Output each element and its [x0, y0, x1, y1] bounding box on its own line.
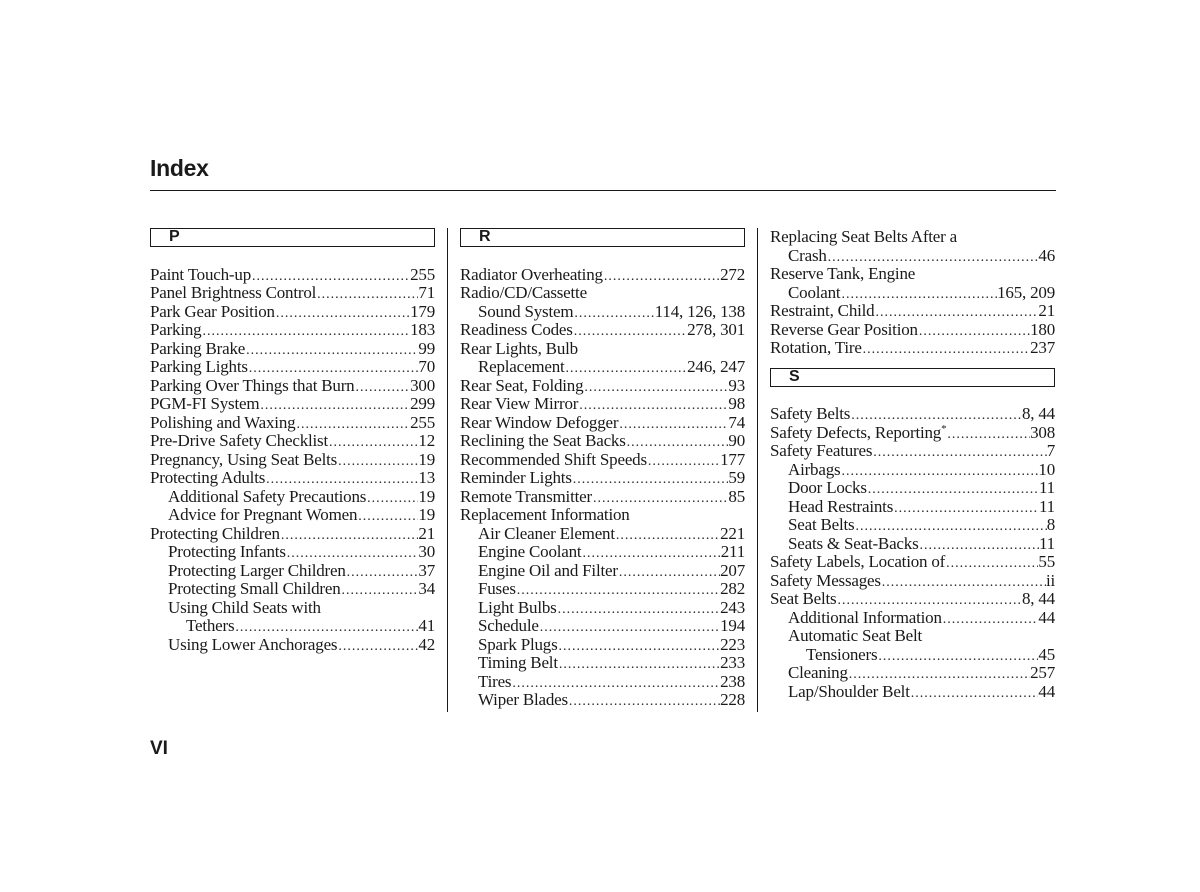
index-entry — [460, 321, 745, 340]
entry-text: Reminder Lights — [460, 469, 572, 487]
index-entry — [150, 377, 435, 396]
entry-text: Reserve Tank, Engine — [770, 265, 916, 283]
entry-page-number: 19 — [418, 506, 435, 524]
entry-text: Rear Window Defogger — [460, 413, 619, 432]
entry-page-number: 300 — [410, 376, 435, 395]
column-divider — [757, 228, 758, 712]
dot-leader — [572, 471, 729, 488]
index-column-2 — [460, 228, 745, 710]
index-subentry — [770, 461, 1055, 480]
entry-text: Tensioners — [806, 645, 878, 664]
dot-leader — [647, 453, 720, 470]
index-subentry — [460, 543, 745, 562]
dot-leader — [910, 685, 1039, 702]
entry-page-number: 45 — [1038, 645, 1055, 664]
entry-text: Tethers — [186, 617, 235, 635]
entry-page-number: 246, 247 — [687, 358, 745, 376]
index-entry — [460, 506, 745, 525]
dot-leader — [201, 323, 410, 340]
index-entry — [150, 432, 435, 451]
dot-leader — [840, 286, 997, 303]
entry-text: Safety Belts — [770, 405, 851, 423]
index-subentry — [770, 498, 1055, 517]
entry-text: Safety Features — [770, 442, 873, 460]
entry-text: Using Child Seats with — [168, 598, 321, 617]
dot-leader — [265, 471, 418, 488]
entry-page-number: 272 — [720, 265, 745, 284]
entry-text: Cleaning — [788, 664, 848, 682]
entry-text: Panel Brightness Control — [150, 284, 317, 302]
index-subentry — [770, 664, 1055, 683]
dot-leader — [893, 500, 1039, 517]
dot-leader — [248, 360, 419, 377]
title-rule — [150, 190, 1056, 191]
entry-text: Reverse Gear Position — [770, 320, 918, 339]
index-entry — [150, 303, 435, 322]
dot-leader — [295, 416, 410, 433]
dot-leader — [592, 490, 728, 507]
entry-text: Additional Information — [788, 608, 942, 627]
dot-leader — [346, 564, 419, 581]
entry-text: Door Locks — [788, 479, 867, 497]
dot-leader — [337, 638, 418, 655]
entry-text: Rear Lights, Bulb — [460, 339, 578, 358]
index-subentry — [770, 646, 1055, 665]
dot-leader — [337, 453, 418, 470]
index-entry — [460, 266, 745, 285]
entry-page-number: 98 — [728, 395, 745, 413]
index-entry — [150, 340, 435, 359]
entry-text: Paint Touch-up — [150, 265, 251, 284]
entry-text: Recommended Shift Speeds — [460, 450, 647, 469]
entry-text: Pregnancy, Using Seat Belts — [150, 450, 338, 469]
column-divider — [447, 228, 448, 712]
index-subentry — [460, 636, 745, 655]
entry-page-number: 114, 126, 138 — [654, 302, 745, 321]
entry-text: Engine Coolant — [478, 543, 582, 561]
dot-leader — [626, 434, 729, 451]
entry-text: Schedule — [478, 617, 539, 635]
entry-page-number: 55 — [1038, 553, 1055, 571]
entry-page-number: 10 — [1038, 460, 1055, 479]
entry-text: Seats & Seat-Backs — [788, 534, 919, 553]
dot-leader — [581, 545, 720, 562]
dot-leader — [245, 342, 418, 359]
index-entry — [460, 395, 745, 414]
entry-text: Tires — [478, 672, 512, 691]
entry-page-number: 21 — [418, 524, 435, 543]
entry-text: Rotation, Tire — [770, 339, 862, 357]
entry-text: Timing Belt — [478, 654, 558, 672]
dot-leader — [259, 397, 410, 414]
entry-text: Advice for Pregnant Women — [168, 506, 358, 524]
index-entry — [460, 340, 745, 359]
entry-page-number: 41 — [418, 617, 435, 635]
index-entry — [460, 488, 745, 507]
entry-text: Head Restraints — [788, 497, 894, 516]
dot-leader — [854, 518, 1046, 535]
dot-leader — [328, 434, 418, 451]
entry-text: Parking Over Things that Burn — [150, 376, 355, 395]
index-subentry — [460, 525, 745, 544]
entry-page-number: ii — [1045, 571, 1055, 590]
entry-page-number: 238 — [720, 672, 745, 691]
dot-leader — [848, 666, 1030, 683]
page-title: Index — [150, 155, 209, 181]
index-subentry — [460, 673, 745, 692]
dot-leader — [354, 379, 410, 396]
entry-page-number: 257 — [1030, 664, 1055, 682]
index-entry — [150, 395, 435, 414]
entry-text: Polishing and Waxing — [150, 413, 296, 432]
index-subentry — [150, 562, 435, 581]
index-column-1 — [150, 228, 435, 654]
index-entry — [770, 424, 1055, 443]
index-subentry — [770, 627, 1055, 646]
dot-leader — [918, 323, 1030, 340]
entry-page-number: 44 — [1038, 608, 1055, 627]
dot-leader — [558, 656, 720, 673]
dot-leader — [286, 545, 419, 562]
entry-text: Readiness Codes — [460, 321, 573, 339]
entry-page-number: 12 — [418, 432, 435, 450]
index-entry — [770, 553, 1055, 572]
index-entry — [770, 228, 1055, 247]
entry-text: Wiper Blades — [478, 691, 568, 709]
entry-text: Parking Lights — [150, 358, 248, 376]
entry-text: Airbags — [788, 460, 841, 479]
dot-leader — [357, 508, 418, 525]
entry-page-number: 165, 209 — [997, 283, 1055, 302]
dot-leader — [874, 304, 1038, 321]
dot-leader — [877, 648, 1038, 665]
index-subentry — [460, 654, 745, 673]
index-entry — [770, 405, 1055, 424]
index-entry — [150, 321, 435, 340]
index-subentry — [770, 247, 1055, 266]
section-letter-heading: S — [770, 368, 1055, 387]
index-subentry — [150, 580, 435, 599]
entry-text: Replacement — [478, 358, 565, 376]
entry-page-number: 8, 44 — [1021, 405, 1055, 423]
entry-page-number: 46 — [1038, 246, 1055, 265]
index-subentry — [460, 599, 745, 618]
entry-text: Replacing Seat Belts After a — [770, 228, 958, 246]
dot-leader — [568, 693, 720, 710]
dot-leader — [565, 360, 688, 377]
entry-page-number: 299 — [410, 395, 435, 413]
dot-leader — [850, 407, 1022, 424]
entry-text: Crash — [788, 246, 827, 265]
dot-leader — [615, 527, 720, 544]
entry-text: Air Cleaner Element — [478, 524, 615, 543]
dot-leader — [881, 574, 1046, 591]
entry-page-number: 282 — [720, 580, 745, 598]
dot-leader — [918, 537, 1039, 554]
entry-text: Spark Plugs — [478, 635, 558, 654]
index-subentry — [150, 617, 435, 636]
dot-leader — [946, 426, 1030, 443]
entry-page-number: 19 — [418, 487, 435, 506]
index-subentry — [460, 358, 745, 377]
entry-page-number: 255 — [410, 265, 435, 284]
index-entry — [770, 442, 1055, 461]
index-entry — [770, 302, 1055, 321]
dot-leader — [618, 564, 720, 581]
dot-leader — [366, 490, 418, 507]
entry-text: Protecting Infants — [168, 543, 286, 561]
index-entry — [150, 358, 435, 377]
entry-page-number: 228 — [720, 691, 745, 709]
index-entry — [460, 377, 745, 396]
index-subentry — [460, 562, 745, 581]
dot-leader — [280, 527, 419, 544]
entry-text: PGM-FI System — [150, 395, 260, 413]
dot-leader — [516, 582, 720, 599]
dot-leader — [341, 582, 419, 599]
entry-page-number: 243 — [720, 598, 745, 617]
dot-leader — [573, 305, 654, 322]
entry-text: Coolant — [788, 283, 841, 302]
index-entry — [770, 572, 1055, 591]
entry-page-number: 44 — [1038, 682, 1055, 701]
entry-page-number: 194 — [720, 617, 745, 635]
index-entry — [150, 414, 435, 433]
entry-page-number: 177 — [720, 450, 745, 469]
entry-page-number: 93 — [728, 376, 745, 395]
index-entry — [770, 321, 1055, 340]
index-entry — [150, 451, 435, 470]
index-entry — [460, 432, 745, 451]
entry-page-number: 179 — [410, 302, 435, 321]
entry-text: Protecting Children — [150, 524, 280, 543]
index-entry — [150, 284, 435, 303]
entry-page-number: 13 — [418, 469, 435, 487]
index-subentry — [770, 683, 1055, 702]
dot-leader — [558, 638, 721, 655]
entry-text: Replacement Information — [460, 506, 630, 524]
entry-text: Reclining the Seat Backs — [460, 432, 626, 450]
entry-text: Fuses — [478, 580, 516, 598]
entry-page-number: 183 — [410, 321, 435, 339]
dot-leader — [618, 416, 728, 433]
entry-text: Park Gear Position — [150, 302, 275, 321]
entry-page-number: 180 — [1030, 320, 1055, 339]
entry-text: Using Lower Anchorages — [168, 635, 338, 654]
index-subentry — [770, 609, 1055, 628]
entry-text: Automatic Seat Belt — [788, 627, 923, 645]
entry-text: Rear View Mirror — [460, 395, 579, 413]
entry-page-number: 74 — [728, 413, 745, 432]
entry-page-number: 8 — [1046, 516, 1055, 534]
entry-page-number: 278, 301 — [687, 321, 745, 339]
entry-page-number: 223 — [720, 635, 745, 654]
entry-text: Radiator Overheating — [460, 265, 603, 284]
index-entry — [460, 451, 745, 470]
entry-page-number: 7 — [1046, 442, 1055, 460]
section-letter-heading: P — [150, 228, 435, 247]
dot-leader — [573, 323, 687, 340]
entry-page-number: 21 — [1038, 302, 1055, 320]
section-letter-heading: R — [460, 228, 745, 247]
index-entry — [770, 590, 1055, 609]
index-subentry — [460, 303, 745, 322]
index-entry — [150, 469, 435, 488]
entry-page-number: 211 — [720, 543, 745, 561]
dot-leader — [316, 286, 418, 303]
entry-page-number: 221 — [720, 524, 745, 543]
index-entry — [770, 339, 1055, 358]
index-entry — [460, 284, 745, 303]
index-entry — [150, 266, 435, 285]
dot-leader — [872, 444, 1046, 461]
dot-leader — [275, 305, 410, 322]
entry-page-number: 70 — [418, 358, 435, 376]
dot-leader — [511, 675, 720, 692]
entry-page-number: 37 — [418, 561, 435, 580]
entry-text: Safety Labels, Location of — [770, 553, 946, 571]
dot-leader — [578, 397, 728, 414]
entry-text: Lap/Shoulder Belt — [788, 682, 910, 701]
entry-text: Protecting Larger Children — [168, 561, 346, 580]
dot-leader — [557, 601, 721, 618]
entry-page-number: 233 — [720, 654, 745, 672]
index-subentry — [150, 543, 435, 562]
entry-page-number: 308 — [1030, 423, 1055, 442]
entry-text: Sound System — [478, 302, 574, 321]
entry-page-number: 207 — [720, 561, 745, 580]
dot-leader — [539, 619, 720, 636]
entry-text: Seat Belts — [770, 590, 837, 608]
entry-page-number: 11 — [1039, 479, 1055, 497]
entry-page-number: 71 — [418, 284, 435, 302]
entry-page-number: 34 — [418, 580, 435, 598]
entry-text: Engine Oil and Filter — [478, 561, 618, 580]
index-subentry — [460, 580, 745, 599]
dot-leader — [603, 268, 720, 285]
dot-leader — [862, 341, 1030, 358]
dot-leader — [867, 481, 1039, 498]
dot-leader — [945, 555, 1038, 572]
dot-leader — [583, 379, 728, 396]
dot-leader — [942, 611, 1039, 628]
entry-text: Safety Defects, Reporting — [770, 423, 942, 442]
entry-page-number: 237 — [1030, 339, 1055, 357]
index-subentry — [770, 516, 1055, 535]
index-entry — [770, 265, 1055, 284]
entry-text: Parking Brake — [150, 339, 246, 358]
entry-text: Pre-Drive Safety Checklist — [150, 432, 328, 450]
entry-page-number: 99 — [418, 339, 435, 358]
entry-page-number: 42 — [418, 635, 435, 654]
entry-text: Light Bulbs — [478, 598, 557, 617]
entry-page-number: 11 — [1039, 497, 1055, 516]
entry-text: Remote Transmitter — [460, 487, 592, 506]
entry-text: Radio/CD/Cassette — [460, 284, 587, 302]
index-subentry — [460, 691, 745, 710]
entry-page-number: 19 — [418, 450, 435, 469]
entry-text: Seat Belts — [788, 516, 855, 534]
index-entry — [150, 525, 435, 544]
index-column-3 — [770, 228, 1055, 701]
dot-leader — [840, 463, 1038, 480]
entry-text: Restraint, Child — [770, 302, 875, 320]
footnote-marker: * — [941, 423, 947, 435]
entry-page-number: 255 — [410, 413, 435, 432]
entry-page-number: 85 — [728, 487, 745, 506]
index-subentry — [150, 599, 435, 618]
index-subentry — [460, 617, 745, 636]
index-entry — [460, 414, 745, 433]
index-subentry — [770, 535, 1055, 554]
dot-leader — [234, 619, 418, 636]
dot-leader — [251, 268, 410, 285]
page-number: VI — [150, 738, 168, 759]
index-entry — [460, 469, 745, 488]
entry-page-number: 59 — [728, 469, 745, 487]
entry-text: Protecting Adults — [150, 469, 266, 487]
dot-leader — [836, 592, 1022, 609]
index-subentry — [150, 506, 435, 525]
index-subentry — [150, 488, 435, 507]
entry-text: Additional Safety Precautions — [168, 487, 367, 506]
entry-page-number: 11 — [1039, 534, 1055, 553]
index-subentry — [150, 636, 435, 655]
entry-text: Rear Seat, Folding — [460, 376, 584, 395]
index-subentry — [770, 479, 1055, 498]
entry-page-number: 90 — [728, 432, 745, 450]
entry-page-number: 30 — [418, 543, 435, 561]
entry-text: Parking — [150, 321, 202, 339]
index-subentry — [770, 284, 1055, 303]
dot-leader — [827, 249, 1039, 266]
entry-text: Protecting Small Children — [168, 580, 341, 598]
entry-text: Safety Messages — [770, 571, 881, 590]
entry-page-number: 8, 44 — [1021, 590, 1055, 608]
